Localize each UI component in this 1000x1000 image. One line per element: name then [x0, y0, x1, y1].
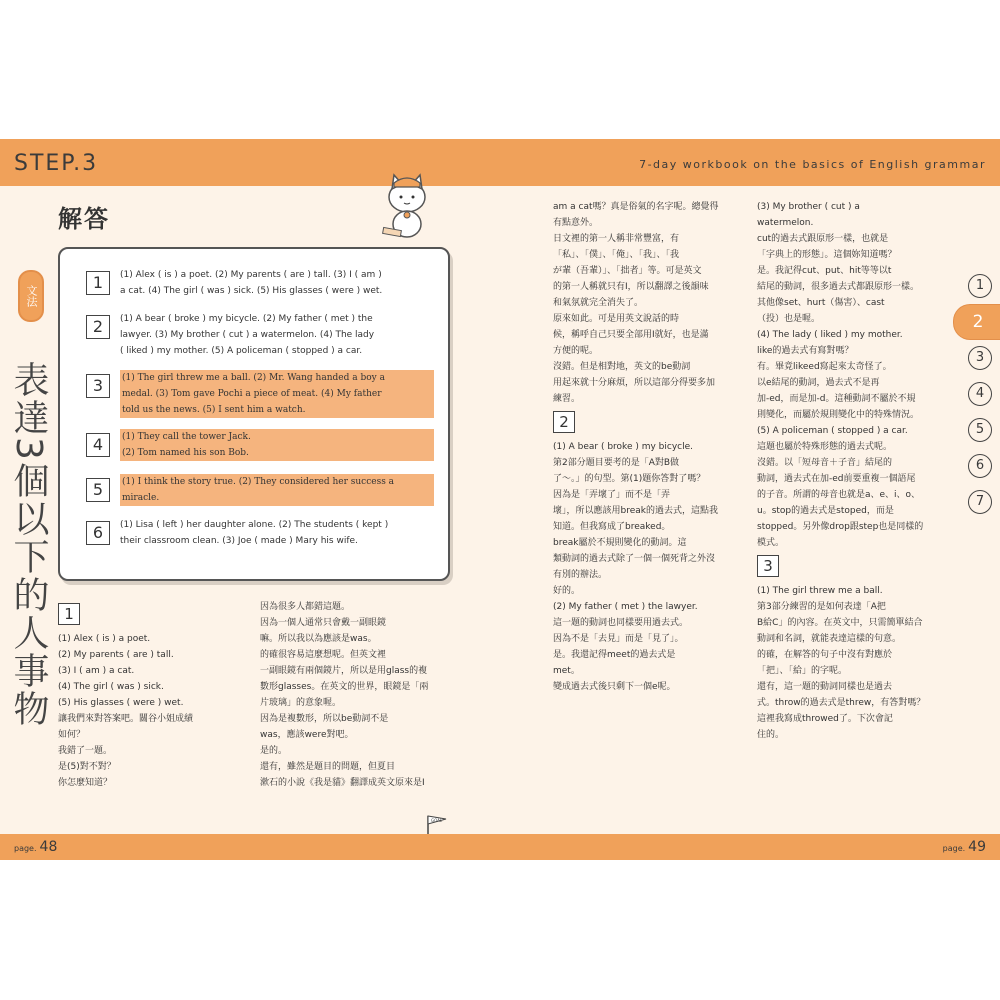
answer-row [86, 311, 434, 359]
dialog-line: 是的。 [260, 746, 288, 756]
explanation-column-1 [58, 599, 248, 791]
dialog-line: 模式。 [757, 538, 785, 548]
dialog-line: 式。throw的過去式是threw，有答對嗎？ [757, 698, 926, 708]
dialog-line: 是。我還記得meet的過去式是 [553, 650, 676, 660]
dialog-line: met。 [553, 666, 580, 676]
chapter-tab[interactable]: 1 [968, 274, 992, 298]
dialog-line: 是。我記得cut、put、hit等等以t [757, 266, 892, 276]
dialog-line: 沒錯。但是相對地，英文的be動詞 [553, 362, 691, 372]
answer-number: 4 [86, 433, 110, 457]
answer-row [86, 370, 434, 418]
dialog-line: 和氣氛就完全消失了。 [553, 298, 644, 308]
answer-line: their classroom clean. (3) Joe ( made ) Mary his wife. [120, 536, 358, 546]
header-bar [0, 139, 1000, 186]
dialog-line: 還有，這一題的動詞同樣也是過去 [757, 682, 893, 692]
dialog-line: が輩（吾輩）」、「拙者」等。可是英文 [553, 266, 702, 276]
dialog-line: 因為一個人通常只會戴一副眼鏡 [260, 618, 387, 628]
answer-line: ( liked ) my mother. (5) A policeman ( stopped ) a car. [120, 346, 363, 356]
dialog-line: 如何？ [58, 730, 86, 740]
answer-row [86, 517, 434, 549]
dialog-line: watermelon. [757, 218, 814, 228]
answer-line: told us the news. (5) I sent him a watch. [120, 402, 434, 418]
dialog-line: (2) My father ( met ) the lawyer. [553, 602, 698, 612]
answer-line: (1) A bear ( broke ) my bicycle. (2) My father ( met ) the [120, 314, 373, 324]
answer-item: (2) My parents ( are ) tall. [58, 650, 174, 660]
dialog-line: 沒錯。以「短母音＋子音」結尾的 [757, 458, 893, 468]
chapter-tab-active[interactable]: 2 [953, 304, 1000, 340]
book-spread [0, 139, 1000, 860]
dialog-line: 「私」、「僕」、「俺」、「我」、「我 [553, 250, 680, 260]
dialog-line: 第3部分練習的是如何表達「A把 [757, 602, 886, 612]
answer-line: (1) They call the tower Jack. [120, 429, 434, 445]
dialog-line: 因為是「弄壞了」而不是「弄 [553, 490, 671, 500]
dialog-line: (5) A policeman ( stopped ) a car. [757, 426, 908, 436]
chapter-tab[interactable]: 5 [968, 418, 992, 442]
answer-row [86, 474, 434, 506]
dialog-line: 因為不是「去見」而是「見了」。 [553, 634, 684, 644]
svg-text:GOAL: GOAL [431, 818, 443, 823]
chapter-tab[interactable]: 6 [968, 454, 992, 478]
explanation-column-2 [260, 599, 450, 791]
dialog-line: 住的。 [757, 730, 785, 740]
answer-number: 2 [86, 315, 110, 339]
dialog-line: (4) The lady ( liked ) my mother. [757, 330, 903, 340]
page-title: 解答 [58, 205, 110, 233]
answer-line: (1) Lisa ( left ) her daughter alone. (2) The students ( kept ) [120, 520, 389, 530]
dialog-line: 則變化，而屬於規則變化中的特殊情況。 [757, 410, 920, 420]
answer-number: 3 [86, 374, 110, 398]
dialog-line: 候，稱呼自己只要全部用I就好，也是滿 [553, 330, 709, 340]
section-number: 1 [58, 603, 80, 625]
answer-line: lawyer. (3) My brother ( cut ) a watermelon. (4) The lady [120, 330, 375, 340]
explanation-column-4 [757, 199, 947, 743]
answer-line: a cat. (4) The girl ( was ) sick. (5) His glasses ( were ) wet. [120, 286, 383, 296]
dialog-line: 日文裡的第一人稱非常豐富，有 [553, 234, 680, 244]
dialog-line: 你怎麼知道？ [58, 778, 113, 788]
dialog-line: 片玻璃」的意象喔。 [260, 698, 342, 708]
dialog-line: cut的過去式跟原形一樣，也就是 [757, 234, 889, 244]
answer-item: (1) Alex ( is ) a poet. [58, 634, 151, 644]
answer-line: (1) The girl threw me a ball. (2) Mr. Wang handed a boy a [120, 370, 434, 386]
dialog-line: 第2部分題目要考的是「A對B做 [553, 458, 680, 468]
dialog-line: 壞」，所以應該用break的過去式，這點我 [553, 506, 718, 516]
dialog-line: 漱石的小說《我是貓》翻譯成英文原來是I [260, 778, 425, 788]
answer-line: medal. (3) Tom gave Pochi a piece of meat. (4) My father [120, 386, 434, 402]
answer-number: 6 [86, 521, 110, 545]
page-number-right: page. 49 [942, 839, 986, 855]
answer-number: 5 [86, 478, 110, 502]
dialog-line: 好的。 [553, 586, 581, 596]
cat-mascot-icon [380, 169, 435, 244]
dialog-line: (3) My brother ( cut ) a [757, 202, 860, 212]
footer-bar [0, 818, 1000, 860]
dialog-line: 我錯了一題。 [58, 746, 113, 756]
dialog-line: break屬於不規則變化的動詞。這 [553, 538, 687, 548]
dialog-line: 還有，雖然是題目的問題，但夏目 [260, 762, 396, 772]
dialog-line: 用起來就十分麻煩，所以這部分得要多加 [553, 378, 716, 388]
dialog-line: (1) The girl threw me a ball. [757, 586, 883, 596]
dialog-line: am a cat嗎？真是俗氣的名字呢。總覺得 [553, 202, 719, 212]
grammar-tag: 文法 [18, 270, 44, 322]
chapter-tab[interactable]: 4 [968, 382, 992, 406]
dialog-line: 以e結尾的動詞，過去式不是再 [757, 378, 880, 388]
dialog-line: 嘛。所以我以為應該是was。 [260, 634, 377, 644]
dialog-line: 練習。 [553, 394, 581, 404]
dialog-line: 因為是複數形，所以be動詞不是 [260, 714, 389, 724]
section-number: 3 [757, 555, 779, 577]
dialog-line: B給C」的內容。在英文中，只需簡單結合 [757, 618, 923, 628]
answer-item: (3) I ( am ) a cat. [58, 666, 135, 676]
chapter-tab[interactable]: 3 [968, 346, 992, 370]
answer-row [86, 267, 434, 299]
answer-line: (1) I think the story true. (2) They considered her success a [120, 474, 434, 490]
dialog-line: 了～。」的句型。第(1)題你答對了嗎？ [553, 474, 706, 484]
dialog-line: 知道。但我寫成了breaked。 [553, 522, 671, 532]
explanation-column-3 [553, 199, 743, 695]
dialog-line: like的過去式有寫對嗎？ [757, 346, 854, 356]
dialog-line: (1) A bear ( broke ) my bicycle. [553, 442, 693, 452]
dialog-line: 動詞和名詞，就能表達這樣的句意。 [757, 634, 902, 644]
dialog-line: 這一題的動詞也同樣要用過去式。 [553, 618, 689, 628]
answer-box [58, 247, 450, 581]
dialog-line: 類動詞的過去式除了一個一個死背之外沒 [553, 554, 716, 564]
chapter-tab[interactable]: 7 [968, 490, 992, 514]
dialog-line: 動詞，過去式在加-ed前要重複一個語尾 [757, 474, 916, 484]
dialog-line: 變成過去式後只剩下一個e呢。 [553, 682, 676, 692]
dialog-line: 是(5)對不對？ [58, 762, 116, 772]
answer-item: (4) The girl ( was ) sick. [58, 682, 164, 692]
chapter-title-vertical: 表達3個以下的人事物 [8, 361, 49, 728]
dialog-line: 的確，在解答的句子中沒有對應於 [757, 650, 893, 660]
dialog-line: u。stop的過去式是stoped，而是 [757, 506, 894, 516]
section-number: 2 [553, 411, 575, 433]
dialog-line: 結尾的動詞，很多過去式都跟原形一樣。 [757, 282, 920, 292]
dialog-line: 其他像set、hurt（傷害）、cast [757, 298, 885, 308]
step-title: STEP.3 [14, 151, 99, 176]
answer-line: (2) Tom named his son Bob. [120, 445, 434, 461]
dialog-line: 這題也屬於特殊形態的過去式呢。 [757, 442, 893, 452]
dialog-line: 「把」、「給」的字呢。 [757, 666, 848, 676]
answer-row [86, 429, 434, 461]
dialog-line: 因為很多人都錯這題。 [260, 602, 351, 612]
workbook-subtitle: 7-day workbook on the basics of English grammar [639, 158, 986, 171]
goal-flag-icon [425, 814, 447, 834]
dialog-line: was，應該were對吧。 [260, 730, 354, 740]
dialog-line: 一副眼鏡有兩個鏡片，所以是用glass的複 [260, 666, 428, 676]
dialog-line: 有。畢竟likeed寫起來太奇怪了。 [757, 362, 892, 372]
dialog-line: 的子音。所謂的母音也就是a、e、i、o、 [757, 490, 921, 500]
answer-line: miracle. [120, 490, 434, 506]
dialog-line: 加-ed，而是加-d。這種動詞不屬於不規 [757, 394, 916, 404]
answer-line: (1) Alex ( is ) a poet. (2) My parents ( are ) tall. (3) I ( am ) [120, 270, 382, 280]
dialog-line: 數形glasses。在英文的世界，眼鏡是「兩 [260, 682, 429, 692]
dialog-line: 讓我們來對答案吧。關谷小姐成績 [58, 714, 194, 724]
dialog-line: 方便的呢。 [553, 346, 599, 356]
dialog-line: stopped。另外像drop跟step也是同樣的 [757, 522, 924, 532]
dialog-line: 原來如此。可是用英文說話的時 [553, 314, 680, 324]
dialog-line: 的第一人稱就只有I，所以翻譯之後韻味 [553, 282, 709, 292]
dialog-line: 這裡我寫成throwed了。下次會記 [757, 714, 893, 724]
page-number-left: page. 48 [14, 839, 58, 855]
answer-number: 1 [86, 271, 110, 295]
dialog-line: 的確很容易這麼想呢。但英文裡 [260, 650, 387, 660]
dialog-line: 有別的辦法。 [553, 570, 608, 580]
dialog-line: （投）也是喔。 [757, 314, 821, 324]
dialog-line: 「字典上的形態」。這個妳知道嗎？ [757, 250, 897, 260]
answer-item: (5) His glasses ( were ) wet. [58, 698, 184, 708]
dialog-line: 有點意外。 [553, 218, 599, 228]
